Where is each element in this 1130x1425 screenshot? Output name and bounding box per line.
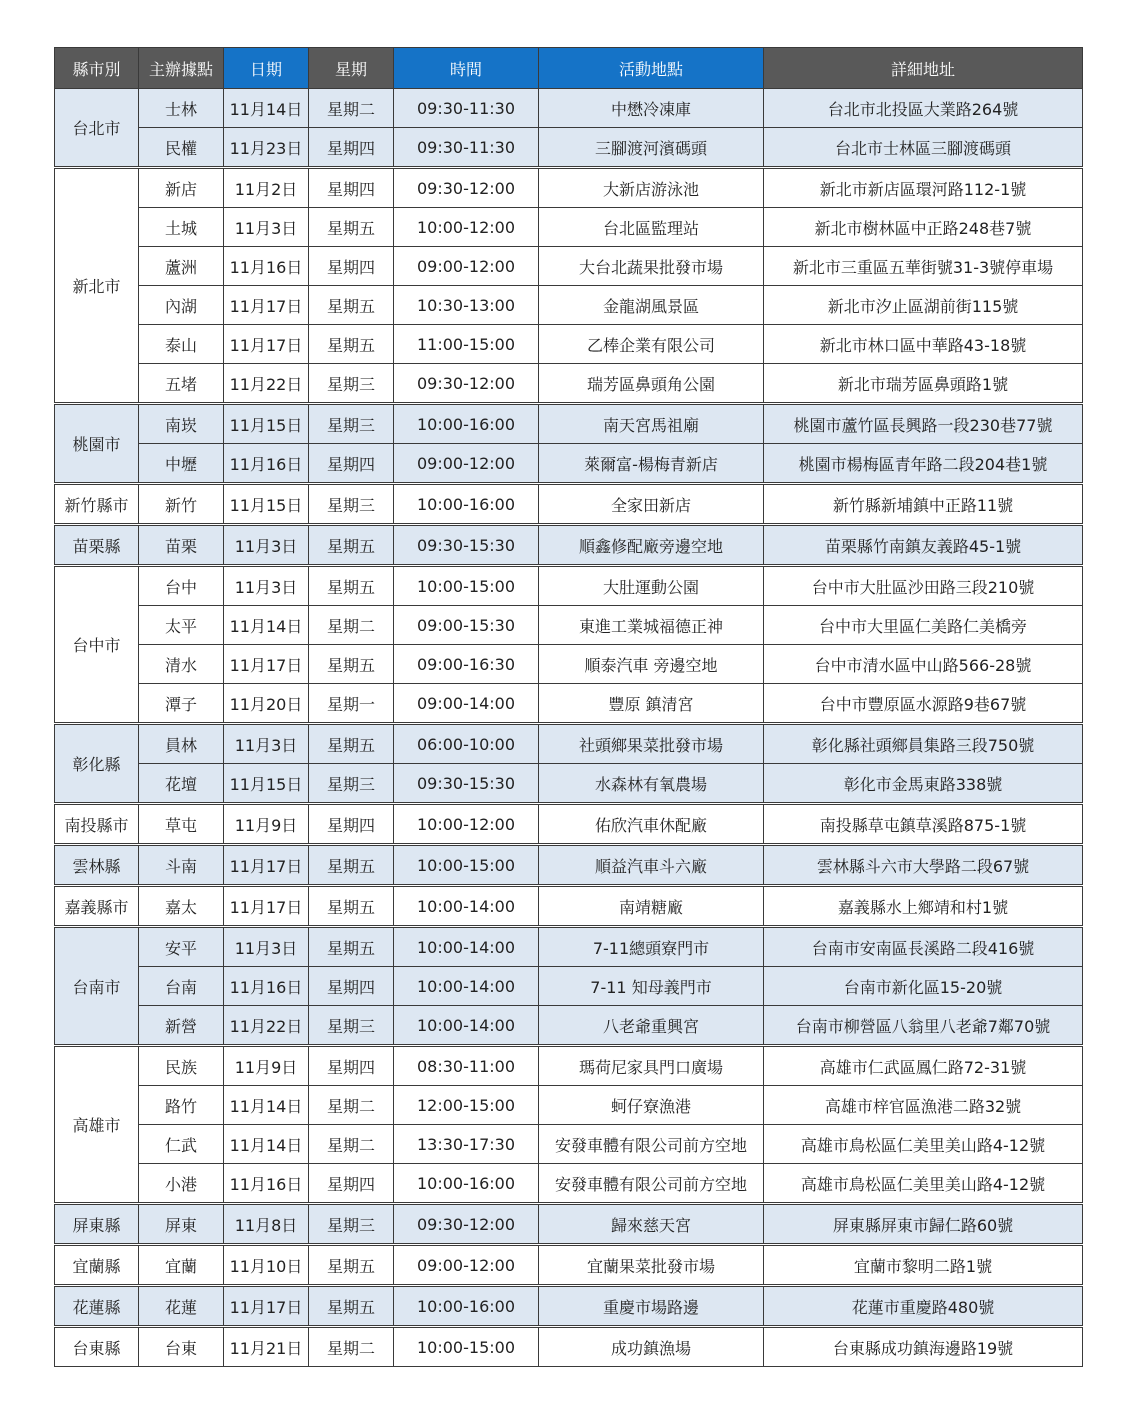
venue-cell: 大台北蔬果批發市場 — [539, 247, 764, 286]
address-cell: 台東縣成功鎮海邊路19號 — [764, 1327, 1083, 1367]
weekday-cell: 星期五 — [309, 286, 394, 325]
time-cell: 09:00-12:00 — [394, 247, 539, 286]
date-cell: 11月16日 — [224, 1164, 309, 1204]
date-cell: 11月17日 — [224, 886, 309, 927]
host-site-cell: 五堵 — [139, 364, 224, 404]
table-row — [55, 1006, 1083, 1046]
host-site-cell: 安平 — [139, 927, 224, 967]
time-cell: 10:30-13:00 — [394, 286, 539, 325]
time-cell: 10:00-16:00 — [394, 404, 539, 444]
address-cell: 台南市新化區15-20號 — [764, 967, 1083, 1006]
host-site-cell: 南崁 — [139, 404, 224, 444]
county-cell: 嘉義縣市 — [55, 886, 139, 927]
county-cell: 花蓮縣 — [55, 1286, 139, 1327]
venue-cell: 大新店游泳池 — [539, 168, 764, 208]
table-row — [55, 566, 1083, 606]
venue-cell: 大肚運動公園 — [539, 566, 764, 606]
host-site-cell: 台南 — [139, 967, 224, 1006]
host-site-cell: 屏東 — [139, 1204, 224, 1245]
address-cell: 彰化市金馬東路338號 — [764, 764, 1083, 804]
host-site-cell: 小港 — [139, 1164, 224, 1204]
date-cell: 11月20日 — [224, 684, 309, 724]
venue-cell: 東進工業城福德正神 — [539, 606, 764, 645]
host-site-cell: 泰山 — [139, 325, 224, 364]
weekday-cell: 星期四 — [309, 1046, 394, 1086]
host-site-cell: 員林 — [139, 724, 224, 764]
time-cell: 10:00-15:00 — [394, 566, 539, 606]
county-cell: 宜蘭縣 — [55, 1245, 139, 1286]
address-cell: 台中市清水區中山路566-28號 — [764, 645, 1083, 684]
venue-cell: 南靖糖廠 — [539, 886, 764, 927]
host-site-cell: 內湖 — [139, 286, 224, 325]
weekday-cell: 星期一 — [309, 684, 394, 724]
table-row — [55, 1164, 1083, 1204]
host-site-cell: 路竹 — [139, 1086, 224, 1125]
address-cell: 嘉義縣水上鄉靖和村1號 — [764, 886, 1083, 927]
table-row — [55, 404, 1083, 444]
time-cell: 10:00-14:00 — [394, 1006, 539, 1046]
host-site-cell: 仁武 — [139, 1125, 224, 1164]
venue-cell: 全家田新店 — [539, 484, 764, 525]
date-cell: 11月16日 — [224, 967, 309, 1006]
date-cell: 11月22日 — [224, 1006, 309, 1046]
table-row — [55, 606, 1083, 645]
address-cell: 高雄市仁武區鳳仁路72-31號 — [764, 1046, 1083, 1086]
weekday-cell: 星期三 — [309, 1204, 394, 1245]
date-cell: 11月14日 — [224, 89, 309, 128]
time-cell: 09:00-12:00 — [394, 444, 539, 484]
county-cell: 雲林縣 — [55, 845, 139, 886]
venue-cell: 佑欣汽車休配廠 — [539, 804, 764, 845]
address-cell: 台北市北投區大業路264號 — [764, 89, 1083, 128]
venue-cell: 歸來慈天宮 — [539, 1204, 764, 1245]
time-cell: 10:00-14:00 — [394, 967, 539, 1006]
time-cell: 09:30-12:00 — [394, 1204, 539, 1245]
table-row — [55, 247, 1083, 286]
venue-cell: 順鑫修配廠旁邊空地 — [539, 525, 764, 566]
time-cell: 09:30-11:30 — [394, 128, 539, 168]
host-site-cell: 苗栗 — [139, 525, 224, 566]
time-cell: 06:00-10:00 — [394, 724, 539, 764]
host-site-cell: 嘉太 — [139, 886, 224, 927]
time-cell: 13:30-17:30 — [394, 1125, 539, 1164]
host-site-cell: 民權 — [139, 128, 224, 168]
weekday-cell: 星期四 — [309, 804, 394, 845]
host-site-cell: 民族 — [139, 1046, 224, 1086]
address-cell: 高雄市梓官區漁港二路32號 — [764, 1086, 1083, 1125]
address-cell: 南投縣草屯鎮草溪路875-1號 — [764, 804, 1083, 845]
time-cell: 10:00-16:00 — [394, 484, 539, 525]
table-row — [55, 724, 1083, 764]
address-cell: 屏東縣屏東市歸仁路60號 — [764, 1204, 1083, 1245]
address-cell: 高雄市鳥松區仁美里美山路4-12號 — [764, 1125, 1083, 1164]
time-cell: 09:30-12:00 — [394, 168, 539, 208]
table-header — [55, 48, 1083, 89]
table-row — [55, 1327, 1083, 1367]
venue-cell: 瑞芳區鼻頭角公園 — [539, 364, 764, 404]
weekday-cell: 星期五 — [309, 645, 394, 684]
venue-cell: 安發車體有限公司前方空地 — [539, 1125, 764, 1164]
date-cell: 11月8日 — [224, 1204, 309, 1245]
venue-cell: 八老爺重興宮 — [539, 1006, 764, 1046]
time-cell: 12:00-15:00 — [394, 1086, 539, 1125]
weekday-cell: 星期五 — [309, 525, 394, 566]
date-cell: 11月15日 — [224, 404, 309, 444]
date-cell: 11月21日 — [224, 1327, 309, 1367]
date-cell: 11月16日 — [224, 444, 309, 484]
venue-cell: 順益汽車斗六廠 — [539, 845, 764, 886]
date-cell: 11月17日 — [224, 286, 309, 325]
address-cell: 宜蘭市黎明二路1號 — [764, 1245, 1083, 1286]
weekday-cell: 星期五 — [309, 724, 394, 764]
date-cell: 11月17日 — [224, 325, 309, 364]
address-cell: 新竹縣新埔鎮中正路11號 — [764, 484, 1083, 525]
weekday-cell: 星期四 — [309, 247, 394, 286]
host-site-cell: 台中 — [139, 566, 224, 606]
time-cell: 09:00-16:30 — [394, 645, 539, 684]
host-site-cell: 潭子 — [139, 684, 224, 724]
time-cell: 09:30-15:30 — [394, 525, 539, 566]
date-cell: 11月10日 — [224, 1245, 309, 1286]
address-cell: 台中市豐原區水源路9巷67號 — [764, 684, 1083, 724]
county-cell: 苗栗縣 — [55, 525, 139, 566]
address-cell: 台中市大里區仁美路仁美橋旁 — [764, 606, 1083, 645]
table-row — [55, 684, 1083, 724]
host-site-cell: 蘆洲 — [139, 247, 224, 286]
time-cell: 10:00-12:00 — [394, 804, 539, 845]
host-site-cell: 新竹 — [139, 484, 224, 525]
address-cell: 桃園市蘆竹區長興路一段230巷77號 — [764, 404, 1083, 444]
host-site-cell: 士林 — [139, 89, 224, 128]
venue-cell: 宜蘭果菜批發市場 — [539, 1245, 764, 1286]
address-cell: 新北市樹林區中正路248巷7號 — [764, 208, 1083, 247]
table-row — [55, 364, 1083, 404]
date-cell: 11月9日 — [224, 1046, 309, 1086]
table-row — [55, 325, 1083, 364]
table-row — [55, 128, 1083, 168]
table-row — [55, 967, 1083, 1006]
table-row — [55, 484, 1083, 525]
table-row — [55, 886, 1083, 927]
header-venue: 活動地點 — [539, 48, 764, 89]
address-cell: 高雄市鳥松區仁美里美山路4-12號 — [764, 1164, 1083, 1204]
host-site-cell: 台東 — [139, 1327, 224, 1367]
date-cell: 11月17日 — [224, 1286, 309, 1327]
table-row — [55, 286, 1083, 325]
table-row — [55, 645, 1083, 684]
venue-cell: 7-11 知母義門市 — [539, 967, 764, 1006]
date-cell: 11月9日 — [224, 804, 309, 845]
venue-cell: 台北區監理站 — [539, 208, 764, 247]
host-site-cell: 新店 — [139, 168, 224, 208]
event-schedule-table — [54, 47, 1083, 1367]
date-cell: 11月3日 — [224, 208, 309, 247]
host-site-cell: 斗南 — [139, 845, 224, 886]
venue-cell: 瑪荷尼家具門口廣場 — [539, 1046, 764, 1086]
weekday-cell: 星期四 — [309, 444, 394, 484]
header-weekday: 星期 — [309, 48, 394, 89]
county-cell: 台南市 — [55, 927, 139, 1046]
date-cell: 11月23日 — [224, 128, 309, 168]
host-site-cell: 清水 — [139, 645, 224, 684]
venue-cell: 蚵仔寮漁港 — [539, 1086, 764, 1125]
weekday-cell: 星期二 — [309, 1086, 394, 1125]
address-cell: 新北市汐止區湖前街115號 — [764, 286, 1083, 325]
host-site-cell: 中壢 — [139, 444, 224, 484]
venue-cell: 金龍湖風景區 — [539, 286, 764, 325]
date-cell: 11月3日 — [224, 525, 309, 566]
host-site-cell: 草屯 — [139, 804, 224, 845]
county-cell: 屏東縣 — [55, 1204, 139, 1245]
weekday-cell: 星期二 — [309, 1327, 394, 1367]
county-cell: 高雄市 — [55, 1046, 139, 1204]
host-site-cell: 花蓮 — [139, 1286, 224, 1327]
county-cell: 南投縣市 — [55, 804, 139, 845]
weekday-cell: 星期三 — [309, 764, 394, 804]
table-row — [55, 208, 1083, 247]
date-cell: 11月2日 — [224, 168, 309, 208]
time-cell: 08:30-11:00 — [394, 1046, 539, 1086]
time-cell: 10:00-15:00 — [394, 845, 539, 886]
table-row — [55, 845, 1083, 886]
weekday-cell: 星期二 — [309, 89, 394, 128]
date-cell: 11月14日 — [224, 1086, 309, 1125]
time-cell: 09:30-15:30 — [394, 764, 539, 804]
table-row — [55, 804, 1083, 845]
table-row — [55, 1046, 1083, 1086]
weekday-cell: 星期二 — [309, 1125, 394, 1164]
venue-cell: 水森林有氧農場 — [539, 764, 764, 804]
table-row — [55, 525, 1083, 566]
host-site-cell: 新營 — [139, 1006, 224, 1046]
time-cell: 09:30-12:00 — [394, 364, 539, 404]
address-cell: 新北市林口區中華路43-18號 — [764, 325, 1083, 364]
county-cell: 桃園市 — [55, 404, 139, 484]
county-cell: 台東縣 — [55, 1327, 139, 1367]
header-county: 縣市別 — [55, 48, 139, 89]
header-host-site: 主辦據點 — [139, 48, 224, 89]
address-cell: 花蓮市重慶路480號 — [764, 1286, 1083, 1327]
time-cell: 10:00-15:00 — [394, 1327, 539, 1367]
time-cell: 10:00-16:00 — [394, 1164, 539, 1204]
weekday-cell: 星期五 — [309, 845, 394, 886]
venue-cell: 乙棒企業有限公司 — [539, 325, 764, 364]
weekday-cell: 星期五 — [309, 927, 394, 967]
address-cell: 新北市三重區五華街號31-3號停車場 — [764, 247, 1083, 286]
venue-cell: 中懋冷凍庫 — [539, 89, 764, 128]
venue-cell: 南天宮馬祖廟 — [539, 404, 764, 444]
host-site-cell: 宜蘭 — [139, 1245, 224, 1286]
weekday-cell: 星期五 — [309, 208, 394, 247]
weekday-cell: 星期五 — [309, 325, 394, 364]
address-cell: 苗栗縣竹南鎮友義路45-1號 — [764, 525, 1083, 566]
address-cell: 台北市士林區三腳渡碼頭 — [764, 128, 1083, 168]
weekday-cell: 星期五 — [309, 886, 394, 927]
table-body — [55, 89, 1083, 1367]
date-cell: 11月3日 — [224, 927, 309, 967]
time-cell: 09:00-12:00 — [394, 1245, 539, 1286]
venue-cell: 三腳渡河濱碼頭 — [539, 128, 764, 168]
time-cell: 10:00-14:00 — [394, 927, 539, 967]
address-cell: 台中市大肚區沙田路三段210號 — [764, 566, 1083, 606]
date-cell: 11月3日 — [224, 724, 309, 764]
table-row — [55, 1086, 1083, 1125]
header-row — [55, 48, 1083, 89]
table-row — [55, 89, 1083, 128]
table-row — [55, 1286, 1083, 1327]
time-cell: 09:00-14:00 — [394, 684, 539, 724]
venue-cell: 豐原 鎮清宮 — [539, 684, 764, 724]
weekday-cell: 星期五 — [309, 566, 394, 606]
address-cell: 新北市瑞芳區鼻頭路1號 — [764, 364, 1083, 404]
date-cell: 11月15日 — [224, 484, 309, 525]
date-cell: 11月17日 — [224, 845, 309, 886]
weekday-cell: 星期四 — [309, 128, 394, 168]
weekday-cell: 星期二 — [309, 606, 394, 645]
weekday-cell: 星期五 — [309, 1286, 394, 1327]
table-row — [55, 1204, 1083, 1245]
county-cell: 台中市 — [55, 566, 139, 724]
venue-cell: 社頭鄉果菜批發市場 — [539, 724, 764, 764]
table-row — [55, 1125, 1083, 1164]
address-cell: 彰化縣社頭鄉員集路三段750號 — [764, 724, 1083, 764]
time-cell: 11:00-15:00 — [394, 325, 539, 364]
address-cell: 新北市新店區環河路112-1號 — [764, 168, 1083, 208]
county-cell: 台北市 — [55, 89, 139, 168]
table-row — [55, 764, 1083, 804]
date-cell: 11月22日 — [224, 364, 309, 404]
table-row — [55, 168, 1083, 208]
weekday-cell: 星期三 — [309, 404, 394, 444]
host-site-cell: 土城 — [139, 208, 224, 247]
date-cell: 11月14日 — [224, 1125, 309, 1164]
address-cell: 雲林縣斗六市大學路二段67號 — [764, 845, 1083, 886]
address-cell: 桃園市楊梅區青年路二段204巷1號 — [764, 444, 1083, 484]
weekday-cell: 星期四 — [309, 168, 394, 208]
host-site-cell: 花壇 — [139, 764, 224, 804]
date-cell: 11月3日 — [224, 566, 309, 606]
time-cell: 09:00-15:30 — [394, 606, 539, 645]
weekday-cell: 星期四 — [309, 1164, 394, 1204]
header-address: 詳細地址 — [764, 48, 1083, 89]
address-cell: 台南市柳營區八翁里八老爺7鄰70號 — [764, 1006, 1083, 1046]
weekday-cell: 星期三 — [309, 484, 394, 525]
table-row — [55, 444, 1083, 484]
address-cell: 台南市安南區長溪路二段416號 — [764, 927, 1083, 967]
date-cell: 11月14日 — [224, 606, 309, 645]
date-cell: 11月16日 — [224, 247, 309, 286]
time-cell: 10:00-12:00 — [394, 208, 539, 247]
venue-cell: 安發車體有限公司前方空地 — [539, 1164, 764, 1204]
time-cell: 10:00-14:00 — [394, 886, 539, 927]
time-cell: 09:30-11:30 — [394, 89, 539, 128]
venue-cell: 成功鎮漁場 — [539, 1327, 764, 1367]
county-cell: 彰化縣 — [55, 724, 139, 804]
county-cell: 新北市 — [55, 168, 139, 404]
venue-cell: 7-11總頭寮門市 — [539, 927, 764, 967]
header-time: 時間 — [394, 48, 539, 89]
header-date: 日期 — [224, 48, 309, 89]
weekday-cell: 星期三 — [309, 1006, 394, 1046]
date-cell: 11月17日 — [224, 645, 309, 684]
county-cell: 新竹縣市 — [55, 484, 139, 525]
weekday-cell: 星期五 — [309, 1245, 394, 1286]
table-row — [55, 927, 1083, 967]
time-cell: 10:00-16:00 — [394, 1286, 539, 1327]
venue-cell: 重慶市場路邊 — [539, 1286, 764, 1327]
venue-cell: 順泰汽車 旁邊空地 — [539, 645, 764, 684]
weekday-cell: 星期三 — [309, 364, 394, 404]
table-row — [55, 1245, 1083, 1286]
weekday-cell: 星期四 — [309, 967, 394, 1006]
venue-cell: 萊爾富-楊梅青新店 — [539, 444, 764, 484]
date-cell: 11月15日 — [224, 764, 309, 804]
host-site-cell: 太平 — [139, 606, 224, 645]
